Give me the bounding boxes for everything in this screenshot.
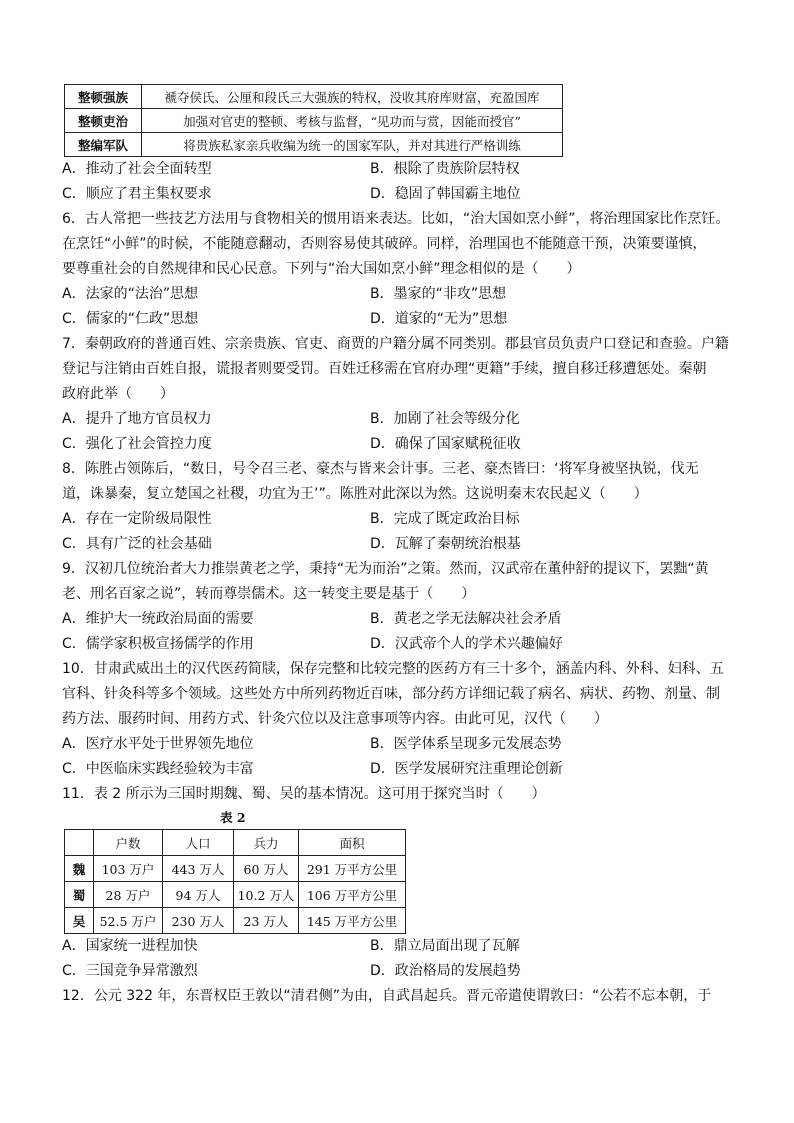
q7-options-row-2	[62, 432, 734, 457]
table-cell: 291 万平方公里	[299, 856, 406, 882]
q5-option-a[interactable]: A．推动了社会全面转型	[62, 161, 212, 177]
table-header-cell: 人口	[163, 830, 234, 856]
table-cell: 蜀	[65, 882, 94, 908]
q7-options-row-1	[62, 407, 734, 432]
q10-options-row-2	[62, 757, 734, 782]
q12-stem-line: 12．公元 322 年，东晋权臣王敦以“清君侧”为由，自武昌起兵。晋元帝遣使谓敦曰：“公若不忘本朝，于	[62, 988, 712, 1004]
table-2-caption: 表 2	[220, 810, 246, 825]
table-row	[65, 85, 563, 109]
q6-option-b[interactable]: B．墨家的“非攻”思想	[370, 286, 507, 302]
table-key-cell: 整顿吏治	[65, 109, 142, 133]
q7-option-d[interactable]: D．确保了国家赋税征收	[370, 436, 521, 452]
three-kingdoms-table	[64, 829, 406, 934]
q11-option-a[interactable]: A．国家统一进程加快	[62, 938, 198, 954]
q7-option-b[interactable]: B．加剧了社会等级分化	[370, 411, 520, 427]
q10-option-b[interactable]: B．医学体系呈现多元发展态势	[370, 736, 562, 752]
q8-options-row-2	[62, 532, 734, 557]
exam-page	[62, 84, 734, 1009]
table-row	[65, 109, 563, 133]
table-value-cell: 将贵族私家亲兵收编为统一的国家军队，并对其进行严格训练	[142, 133, 563, 157]
table-header-cell: 面积	[299, 830, 406, 856]
q5-options-row-2	[62, 182, 734, 207]
q6-options-row-2	[62, 307, 734, 332]
q5-option-c[interactable]: C．顺应了君主集权要求	[62, 186, 212, 202]
q9-option-b[interactable]: B．黄老之学无法解决社会矛盾	[370, 611, 562, 627]
q9-stem-line: 9．汉初几位统治者大力推崇黄老之学，秉持“无为而治”之策。然而，汉武帝在董仲舒的提议下，罢黜“黄	[62, 561, 709, 577]
q8-option-b[interactable]: B．完成了既定政治目标	[370, 511, 520, 527]
q6-option-a[interactable]: A．法家的“法治”思想	[62, 286, 199, 302]
table-row	[65, 908, 406, 934]
table-key-cell: 整顿强族	[65, 85, 142, 109]
q8-stem-line: 8．陈胜占领陈后，“数日，号令召三老、豪杰与皆来会计事。三老、豪杰皆曰：‘将军身被坚执锐，伐无	[62, 461, 699, 477]
q6-stem-line: 6．古人常把一些技艺方法用与食物相关的惯用语来表达。比如，“治大国如烹小鲜”，将治理国家比作烹饪。	[62, 211, 730, 227]
table-header-row	[65, 830, 406, 856]
q11-stem-line: 11．表 2 所示为三国时期魏、蜀、吴的基本情况。这可用于探究当时（ ）	[62, 786, 546, 802]
q11-options-row-1	[62, 934, 734, 959]
table-row	[65, 133, 563, 157]
q11-options-row-2	[62, 959, 734, 984]
table-cell: 28 万户	[94, 882, 163, 908]
q10-options-row-1	[62, 732, 734, 757]
table-cell: 94 万人	[163, 882, 234, 908]
q6-options-row-1	[62, 282, 734, 307]
q5-option-b[interactable]: B．根除了贵族阶层特权	[370, 161, 520, 177]
q8-stem-line: 道，诛暴秦，复立楚国之社稷，功宜为王’”。陈胜对此深以为然。这说明秦末农民起义（ ）	[62, 486, 648, 502]
q7-stem-line: 政府此举（ ）	[62, 386, 174, 402]
table-cell: 吴	[65, 908, 94, 934]
table-row	[65, 856, 406, 882]
q8-option-d[interactable]: D．瓦解了秦朝统治根基	[370, 536, 521, 552]
q8-options-row-1	[62, 507, 734, 532]
q10-option-c[interactable]: C．中医临床实践经验较为丰富	[62, 761, 254, 777]
q9-stem-line: 老、刑名百家之说”，转而尊崇儒术。这一转变主要是基于（ ）	[62, 586, 476, 602]
q7-option-a[interactable]: A．提升了地方官员权力	[62, 411, 212, 427]
q7-stem-line: 登记与注销由百姓自报，谎报者则要受罚。百姓迁移需在官府办理“更籍”手续，擅自移迁移遭惩处。秦朝	[62, 361, 707, 377]
table-cell: 60 万人	[234, 856, 299, 882]
q5-option-d[interactable]: D．稳固了韩国霸主地位	[370, 186, 521, 202]
q9-options-row-1	[62, 607, 734, 632]
table-header-cell	[65, 830, 94, 856]
q10-option-d[interactable]: D．医学发展研究注重理论创新	[370, 761, 563, 777]
q8-option-a[interactable]: A．存在一定阶级局限性	[62, 511, 212, 527]
q10-stem-line: 10．甘肃武威出土的汉代医药简牍，保存完整和比较完整的医药方有三十多个，涵盖内科、外科、妇科、五	[62, 661, 724, 677]
q6-option-d[interactable]: D．道家的“无为”思想	[370, 311, 508, 327]
q6-stem-line: 要尊重社会的自然规律和民心民意。下列与“治大国如烹小鲜”理念相似的是（ ）	[62, 261, 581, 277]
q8-option-c[interactable]: C．具有广泛的社会基础	[62, 536, 212, 552]
table-cell: 52.5 万户	[94, 908, 163, 934]
table-row	[65, 882, 406, 908]
q6-option-c[interactable]: C．儒家的“仁政”思想	[62, 311, 199, 327]
q9-option-d[interactable]: D．汉武帝个人的学术兴趣偏好	[370, 636, 563, 652]
table-cell: 魏	[65, 856, 94, 882]
q9-option-a[interactable]: A．维护大一统政治局面的需要	[62, 611, 254, 627]
q9-option-c[interactable]: C．儒学家积极宣扬儒学的作用	[62, 636, 254, 652]
table-cell: 106 万平方公里	[299, 882, 406, 908]
q10-stem-line: 药方法、服药时间、用药方式、针灸穴位以及注意事项等内容。由此可见，汉代（ ）	[62, 711, 608, 727]
table-cell: 23 万人	[234, 908, 299, 934]
reform-table	[64, 84, 563, 157]
q11-option-c[interactable]: C．三国竞争异常激烈	[62, 963, 198, 979]
table-cell: 230 万人	[163, 908, 234, 934]
q11-option-b[interactable]: B．鼎立局面出现了瓦解	[370, 938, 520, 954]
table-cell: 443 万人	[163, 856, 234, 882]
q9-options-row-2	[62, 632, 734, 657]
table-cell: 145 万平方公里	[299, 908, 406, 934]
table-header-cell: 户数	[94, 830, 163, 856]
q7-option-c[interactable]: C．强化了社会管控力度	[62, 436, 212, 452]
q7-stem-line: 7．秦朝政府的普通百姓、宗亲贵族、官吏、商贾的户籍分属不同类别。郡县官员负责户口登记和查验。户籍	[62, 336, 729, 352]
table-value-cell: 褫夺侯氏、公厘和段氏三大强族的特权，没收其府库财富，充盈国库	[142, 85, 563, 109]
table-cell: 103 万户	[94, 856, 163, 882]
q10-stem-line: 官科、针灸科等多个领域。这些处方中所列药物近百味，部分药方详细记载了病名、病状、药物、剂量、制	[62, 686, 720, 702]
q5-options-row-1	[62, 157, 734, 182]
q10-option-a[interactable]: A．医疗水平处于世界领先地位	[62, 736, 254, 752]
q6-stem-line: 在烹饪“小鲜”的时候，不能随意翻动，否则容易使其破碎。同样，治理国也不能随意干预，决策要谨慎，	[62, 236, 707, 252]
table-value-cell: 加强对官吏的整顿、考核与监督，“见功而与赏，因能而授官”	[142, 109, 563, 133]
table-cell: 10.2 万人	[234, 882, 299, 908]
q11-option-d[interactable]: D．政治格局的发展趋势	[370, 963, 521, 979]
table-key-cell: 整编军队	[65, 133, 142, 157]
table-header-cell: 兵力	[234, 830, 299, 856]
